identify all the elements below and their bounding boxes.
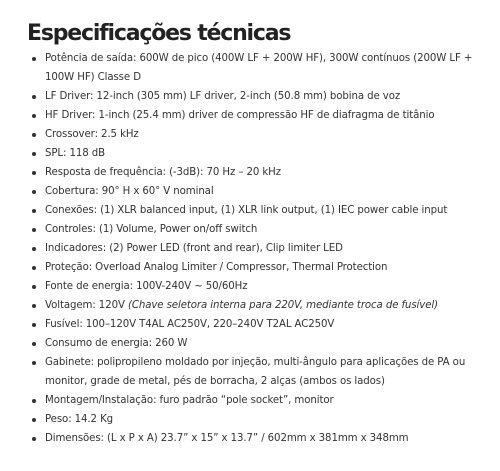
bullet <box>32 171 36 175</box>
spec-item-controls <box>0 220 500 239</box>
bullet <box>32 114 36 118</box>
spec-text: Peso: 14.2 Kg <box>45 414 114 425</box>
spec-item-power-consumption <box>0 334 500 353</box>
spec-text: Gabinete: polipropileno moldado por injeção, multi-ângulo para aplicações de PA ou <box>45 357 466 368</box>
spec-item-lf-driver <box>0 87 500 106</box>
spec-note: (Chave seletora interna para 220V, mediante troca de fusível) <box>127 300 438 311</box>
spec-item-coverage <box>0 182 500 201</box>
spec-text: Conexões: (1) XLR balanced input, (1) XLR link output, (1) IEC power cable input <box>45 205 448 216</box>
spec-text: Proteção: Overload Analog Limiter / Compressor, Thermal Protection <box>45 262 388 273</box>
bullet <box>32 209 36 213</box>
bullet <box>32 342 36 346</box>
spec-text: Potência de saída: 600W de pico (400W LF + 200W HF), 300W contínuos (200W LF + <box>45 53 473 64</box>
spec-item-cabinet <box>0 353 500 391</box>
bullet <box>32 361 36 365</box>
spec-item-weight <box>0 410 500 429</box>
bullet <box>32 152 36 156</box>
bullet <box>32 133 36 137</box>
spec-text-continued: monitor, grade de metal, pés de borracha, 2 alças (ambos os lados) <box>45 376 385 387</box>
bullet <box>32 399 36 403</box>
spec-text: Cobertura: 90° H x 60° V nominal <box>45 186 214 197</box>
spec-text: Fonte de energia: 100V-240V ~ 50/60Hz <box>45 281 248 292</box>
spec-text: HF Driver: 1-inch (25.4 mm) driver de compressão HF de diafragma de titânio <box>45 110 435 121</box>
bullet <box>32 304 36 308</box>
page-title: Especificações técnicas <box>27 21 291 46</box>
spec-text: LF Driver: 12-inch (305 mm) LF driver, 2-inch (50.8 mm) bobina de voz <box>45 91 401 102</box>
spec-item-hf-driver <box>0 106 500 125</box>
spec-item-frequency-response <box>0 163 500 182</box>
spec-item-dimensions <box>0 429 500 448</box>
spec-text: Consumo de energia: 260 W <box>45 338 188 349</box>
spec-text: SPL: 118 dB <box>45 148 105 159</box>
spec-item-power-output <box>0 49 500 87</box>
spec-list <box>0 49 500 448</box>
bullet <box>32 57 36 61</box>
spec-item-indicators <box>0 239 500 258</box>
spec-text: Crossover: 2.5 kHz <box>45 129 139 140</box>
spec-text: Dimensões: (L x P x A) 23.7” x 15” x 13.7” / 602mm x 381mm x 348mm <box>45 433 409 444</box>
spec-text: Voltagem: 120V <box>45 300 128 311</box>
spec-item-power-source <box>0 277 500 296</box>
bullet <box>32 323 36 327</box>
bullet <box>32 228 36 232</box>
spec-item-protection <box>0 258 500 277</box>
spec-item-connections <box>0 201 500 220</box>
spec-item-mounting <box>0 391 500 410</box>
bullet <box>32 95 36 99</box>
spec-text-continued: 100W HF) Classe D <box>45 72 141 83</box>
spec-item-fuse <box>0 315 500 334</box>
spec-item-crossover <box>0 125 500 144</box>
spec-item-voltage <box>0 296 500 315</box>
spec-text: Controles: (1) Volume, Power on/off switch <box>45 224 258 235</box>
bullet <box>32 285 36 289</box>
bullet <box>32 247 36 251</box>
bullet <box>32 266 36 270</box>
bullet <box>32 190 36 194</box>
bullet <box>32 437 36 441</box>
bullet <box>32 418 36 422</box>
spec-item-spl <box>0 144 500 163</box>
spec-text: Indicadores: (2) Power LED (front and rear), Clip limiter LED <box>45 243 343 254</box>
spec-text: Resposta de frequência: (-3dB): 70 Hz – 20 kHz <box>45 167 281 178</box>
spec-text: Fusível: 100–120V T4AL AC250V, 220–240V T2AL AC250V <box>45 319 335 330</box>
spec-text: Montagem/Instalação: furo padrão “pole socket”, monitor <box>45 395 334 406</box>
